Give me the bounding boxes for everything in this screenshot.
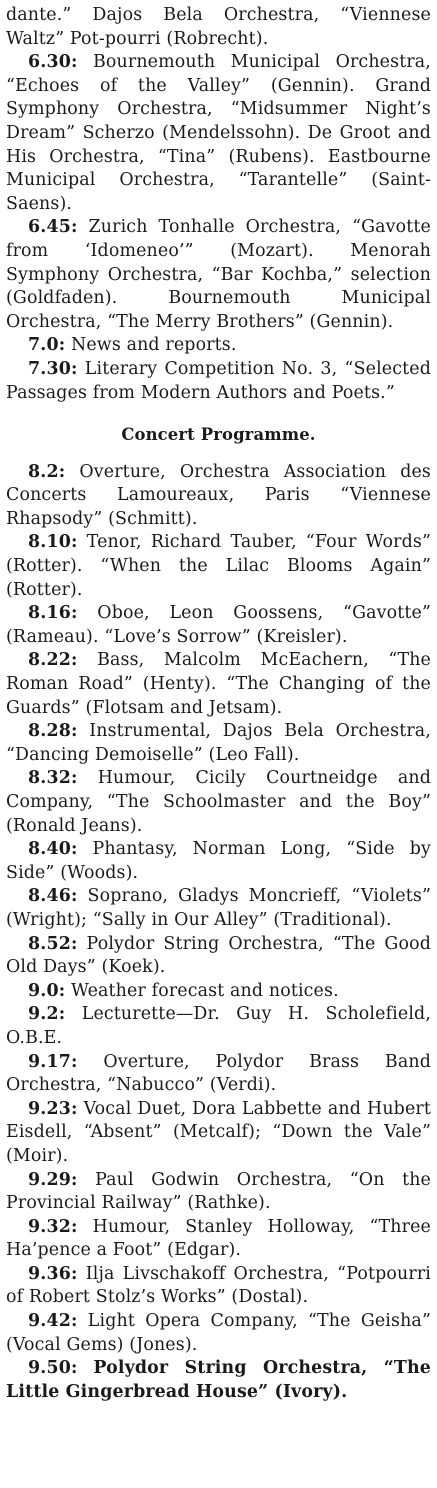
schedule-entry	[6, 720, 431, 767]
schedule-entry	[6, 531, 431, 602]
entry-time: 9.50:	[28, 1358, 78, 1379]
entry-time: 8.32:	[28, 768, 78, 789]
entry-text: Humour, Cicily Courtneidge and Company, “The Schoolmaster and the Boy” (Ronald Jeans).	[6, 768, 431, 836]
schedule-entry	[6, 885, 431, 932]
entry-text: Vocal Duet, Dora Labbette and Hubert Eisdell, “Absent” (Metcalf); “Down the Vale” (Moir).	[6, 1098, 431, 1166]
schedule-entry	[6, 933, 431, 980]
entry-text: News and reports.	[70, 335, 237, 356]
entry-time: 9.0:	[28, 980, 66, 1001]
entry-time: 8.28:	[28, 721, 78, 742]
entry-time: 8.2:	[28, 461, 66, 482]
entry-text: Soprano, Gladys Moncrieff, “Violets” (Wright); “Sally in Our Alley” (Traditional).	[6, 886, 431, 930]
schedule-entry	[6, 1263, 431, 1310]
early-schedule	[6, 51, 431, 405]
schedule-entry	[6, 980, 431, 1004]
entry-time: 8.46:	[28, 886, 78, 907]
entry-text: Polydor String Orchestra, “The Good Old Days” (Koek).	[6, 933, 431, 978]
entry-time: 9.36:	[28, 1263, 78, 1284]
section-heading: Concert Programme.	[121, 425, 316, 445]
schedule-entry	[6, 767, 431, 838]
entry-time: 6.30:	[28, 52, 78, 73]
entry-text: Bass, Malcolm McEachern, “The Roman Road” (Henty). “The Changing of the Guards” (Flotsam and Jetsam).	[6, 650, 431, 718]
schedule-entry	[6, 358, 431, 405]
continuation-text	[6, 4, 431, 51]
entry-time: 8.22:	[28, 650, 78, 671]
entry-text: Literary Competition No. 3, “Selected Passages from Modern Authors and Poets.”	[6, 358, 431, 403]
entry-text: Oboe, Leon Goossens, “Gavotte” (Rameau). “Love’s Sorrow” (Kreisler).	[6, 603, 431, 647]
entry-time: 9.32:	[28, 1216, 78, 1237]
schedule-entry	[6, 838, 431, 885]
schedule-entry	[6, 334, 431, 358]
entry-text: Light Opera Company, “The Geisha” (Vocal Gems) (Jones).	[6, 1311, 431, 1355]
entry-text: Polydor String Orchestra, “The Little Gingerbread House” (Ivory).	[6, 1358, 431, 1402]
entry-text: Paul Godwin Orchestra, “On the Provincial Railway” (Rathke).	[6, 1169, 431, 1214]
entry-text: Phantasy, Norman Long, “Side by Side” (Woods).	[6, 839, 431, 883]
entry-time: 8.10:	[28, 532, 78, 553]
entry-time: 9.17:	[28, 1051, 78, 1072]
entry-text: Ilja Livschakoff Orchestra, “Potpourri of Robert Stolz’s Works” (Dostal).	[6, 1263, 431, 1308]
schedule-entry	[6, 1310, 431, 1357]
entry-text: Humour, Stanley Holloway, “Three Ha’pence a Foot” (Edgar).	[6, 1216, 431, 1261]
entry-time: 7.30:	[28, 358, 78, 379]
entry-text: Bournemouth Municipal Orchestra, “Echoes of the Valley” (Gennin). Grand Symphony Orchestra, “Midsummer Night’s Dream” Scherzo (Mendelssohn). De Groot and His Orchestra, “Tina” (Rubens). Eastbourne Municipal Orchestra, “Tarantelle” (Saint-Saens).	[6, 52, 431, 214]
entry-text: Lecturette—Dr. Guy H. Scholefield, O.B.E.	[6, 1004, 431, 1048]
schedule-entry	[6, 1169, 431, 1216]
entry-time: 8.16:	[28, 603, 78, 624]
entry-text: Overture, Polydor Brass Band Orchestra, “Nabucco” (Verdi).	[6, 1051, 431, 1096]
entry-time: 7.0:	[28, 335, 66, 356]
entry-time: 8.40:	[28, 839, 78, 860]
entry-text: Weather forecast and notices.	[70, 980, 339, 1001]
entry-time: 6.45:	[28, 217, 78, 238]
entry-text: Zurich Tonhalle Orchestra, “Gavotte from ‘Idomeneo’” (Mozart). Menorah Symphony Orchestra, “Bar Kochba,” selection (Goldfaden). Bournemouth Municipal Orchestra, “The Merry Brothers” (Gennin).	[6, 217, 431, 332]
schedule-entry	[6, 649, 431, 720]
entry-text: Instrumental, Dajos Bela Orchestra, “Dancing Demoiselle” (Leo Fall).	[6, 721, 431, 765]
schedule-entry	[6, 1098, 431, 1169]
schedule-entry	[6, 1051, 431, 1098]
schedule-entry	[6, 461, 431, 532]
entry-text: Tenor, Richard Tauber, “Four Words” (Rotter). “When the Lilac Blooms Again” (Rotter).	[6, 532, 431, 600]
schedule-entry	[6, 1003, 431, 1050]
entry-text: Overture, Orchestra Association des Concerts Lamoureaux, Paris “Viennese Rhapsody” (Schmitt).	[6, 461, 432, 529]
entry-time: 9.23:	[28, 1098, 78, 1119]
entry-time: 9.29:	[28, 1169, 78, 1190]
schedule-entry	[6, 1357, 431, 1404]
schedule-entry	[6, 1216, 431, 1263]
entry-time: 9.42:	[28, 1311, 78, 1332]
schedule-entry	[6, 51, 431, 216]
entry-time: 9.2:	[28, 1004, 66, 1025]
concert-schedule	[6, 461, 431, 1405]
continuation-body: dante.” Dajos Bela Orchestra, “Viennese Waltz” Pot-pourri (Robrecht).	[6, 5, 431, 49]
schedule-entry	[6, 216, 431, 334]
entry-time: 8.52:	[28, 933, 78, 954]
schedule-entry	[6, 602, 431, 649]
